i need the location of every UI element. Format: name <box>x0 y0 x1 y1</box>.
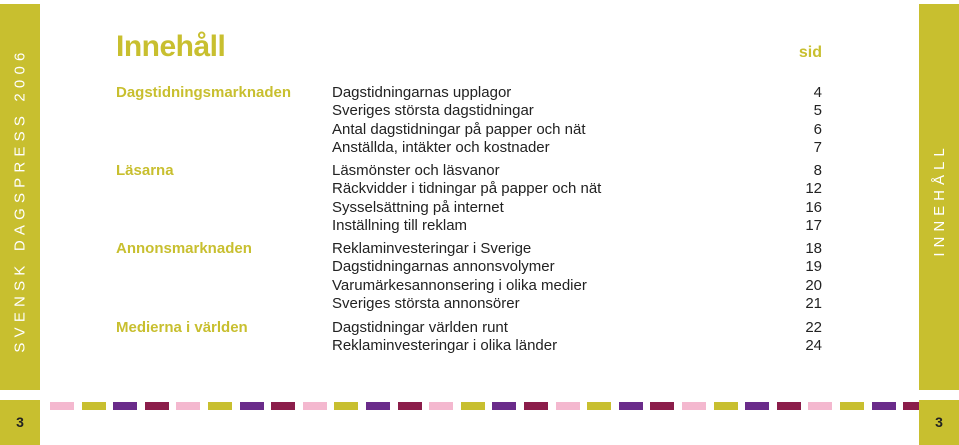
decorative-stripe <box>145 402 169 410</box>
toc-entry-text: Sveriges största annonsörer <box>332 294 520 312</box>
decorative-stripe <box>113 402 137 410</box>
decorative-stripe <box>398 402 422 410</box>
decorative-stripe <box>808 402 832 410</box>
toc-entry[interactable] <box>332 139 822 157</box>
toc-entry[interactable] <box>332 277 822 295</box>
decorative-stripe <box>492 402 516 410</box>
decorative-stripe <box>50 402 74 410</box>
toc-entry-page: 22 <box>805 319 822 336</box>
decorative-stripe <box>334 402 358 410</box>
decorative-stripe <box>840 402 864 410</box>
decorative-stripe <box>619 402 643 410</box>
toc-entry-page: 12 <box>805 180 822 198</box>
toc-entry-text: Dagstidningar världen runt <box>332 319 508 336</box>
page-number-left: 3 <box>0 400 40 445</box>
decorative-stripe <box>872 402 896 410</box>
section-title: Läsarna <box>116 162 174 179</box>
toc-entry-page: 7 <box>813 138 822 156</box>
decorative-stripe <box>366 402 390 410</box>
toc-entry[interactable] <box>332 295 822 313</box>
decorative-stripe <box>461 402 485 410</box>
decorative-stripe <box>271 402 295 410</box>
toc-entry[interactable] <box>332 180 822 198</box>
toc-entry-text: Inställning till reklam <box>332 216 468 234</box>
toc-entry-text: Dagstidningarnas upplagor <box>332 84 512 101</box>
decorative-stripe <box>429 402 453 410</box>
toc-entry-page: 5 <box>813 102 822 120</box>
toc-entry-text: Antal dagstidningar på papper och nät <box>332 120 586 138</box>
decorative-stripe <box>682 402 706 410</box>
toc-entry-page: 24 <box>805 337 822 355</box>
toc-entry-text: Anställda, intäkter och kostnader <box>332 138 550 156</box>
section-entries <box>332 319 822 356</box>
decorative-stripe <box>240 402 264 410</box>
toc-entry[interactable] <box>332 337 822 355</box>
toc-entry-page: 16 <box>805 198 822 216</box>
decorative-stripe <box>650 402 674 410</box>
toc-entry-text: Reklaminvesteringar i Sverige <box>332 240 532 257</box>
page-column-label: sid <box>798 44 822 61</box>
toc-entry-page: 17 <box>805 216 822 234</box>
toc-entry-page: 8 <box>813 162 822 179</box>
toc-entry-text: Räckvidder i tidningar på papper och nät <box>332 180 602 198</box>
toc-entry-text: Läsmönster och läsvanor <box>332 162 500 179</box>
decorative-stripe-row <box>50 402 909 410</box>
toc-entry[interactable] <box>332 319 822 337</box>
toc-entry[interactable] <box>332 217 822 235</box>
right-sidebar <box>919 4 959 390</box>
toc-entry-page: 4 <box>813 84 822 101</box>
decorative-stripe <box>587 402 611 410</box>
toc-entry-text: Sveriges största dagstidningar <box>332 102 534 120</box>
section-entries <box>332 162 822 235</box>
section-entries <box>332 240 822 313</box>
toc-entry[interactable] <box>332 84 822 102</box>
toc-entry[interactable] <box>332 121 822 139</box>
toc-entry-page: 18 <box>805 240 822 257</box>
toc-entry-page: 21 <box>805 294 822 312</box>
toc-entry-text: Reklaminvesteringar i olika länder <box>332 337 558 355</box>
toc-entry-page: 6 <box>813 120 822 138</box>
right-sidebar-text: INNEHÅLL <box>930 143 948 257</box>
page-title: Innehåll <box>116 30 226 63</box>
decorative-stripe <box>208 402 232 410</box>
toc-entry-text: Dagstidningarnas annonsvolymer <box>332 258 555 276</box>
toc-entry[interactable] <box>332 240 822 258</box>
toc-entry[interactable] <box>332 102 822 120</box>
decorative-stripe <box>745 402 769 410</box>
toc-entry[interactable] <box>332 162 822 180</box>
decorative-stripe <box>714 402 738 410</box>
section-title: Annonsmarknaden <box>116 240 252 257</box>
decorative-stripe <box>777 402 801 410</box>
toc-entry[interactable] <box>332 199 822 217</box>
page-number-right: 3 <box>919 400 959 445</box>
decorative-stripe <box>303 402 327 410</box>
toc-entry-text: Sysselsättning på internet <box>332 198 504 216</box>
toc-entry[interactable] <box>332 258 822 276</box>
section-entries <box>332 84 822 157</box>
decorative-stripe <box>82 402 106 410</box>
left-sidebar <box>0 4 40 390</box>
decorative-stripe <box>176 402 200 410</box>
toc-entry-text: Varumärkesannonsering i olika medier <box>332 276 587 294</box>
decorative-stripe <box>556 402 580 410</box>
toc-entry-page: 19 <box>805 258 822 276</box>
section-title: Dagstidningsmarknaden <box>116 84 292 101</box>
left-sidebar-text: SVENSK DAGSPRESS 2006 <box>11 47 29 353</box>
decorative-stripe <box>524 402 548 410</box>
section-title: Medierna i världen <box>116 319 248 336</box>
toc-entry-page: 20 <box>805 276 822 294</box>
